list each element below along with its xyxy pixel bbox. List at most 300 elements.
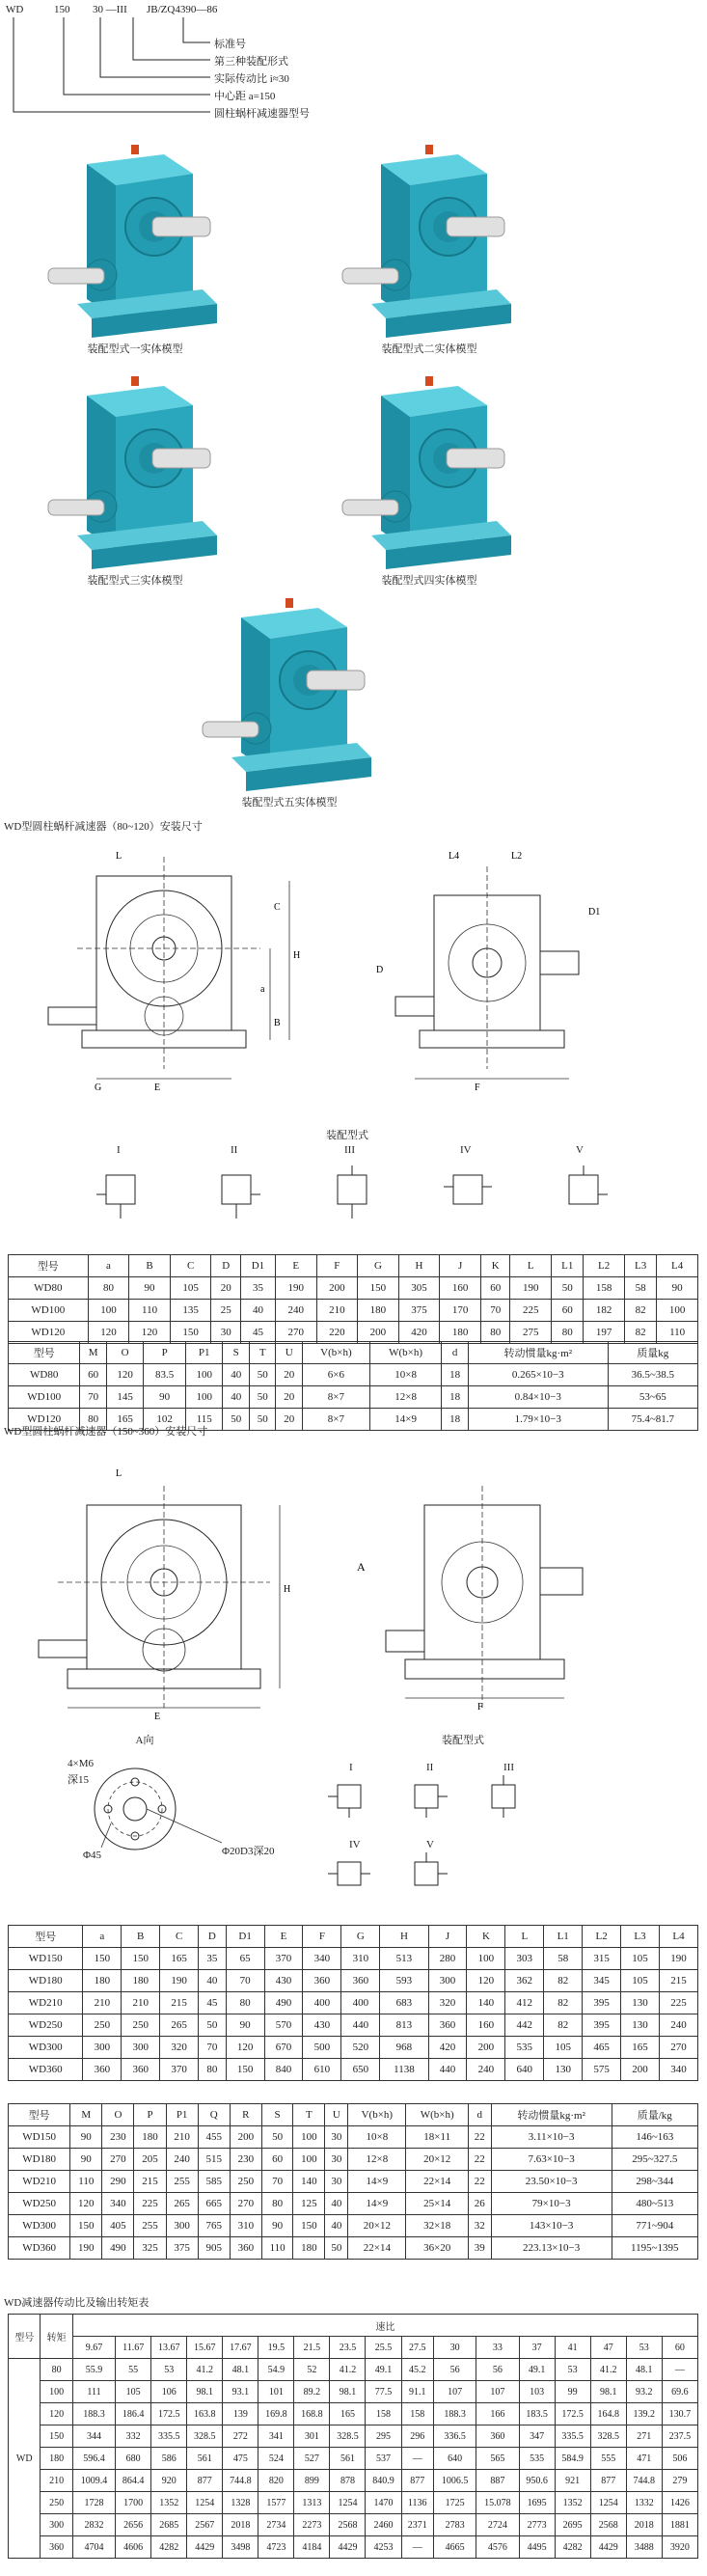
table-cell: 225 xyxy=(134,2193,166,2215)
table-row xyxy=(9,2171,698,2193)
table-cell: L4 xyxy=(659,1926,697,1948)
table-cell: 683 xyxy=(380,1992,428,2014)
svg-text:a: a xyxy=(260,984,265,995)
table-cell: 744.8 xyxy=(626,2470,662,2492)
table-cell: 49.1 xyxy=(366,2359,401,2381)
table-cell: F xyxy=(303,1926,341,1948)
table-cell: F xyxy=(316,1255,358,1277)
table-cell: 3498 xyxy=(223,2536,258,2559)
table-cell: 565 xyxy=(476,2448,519,2470)
table-cell: 139 xyxy=(223,2403,258,2425)
table-cell: 158 xyxy=(366,2403,401,2425)
table-cell: 188.3 xyxy=(72,2403,115,2425)
table-cell: 23.5 xyxy=(330,2337,366,2359)
table-cell: 878 xyxy=(330,2470,366,2492)
table-cell: 296 xyxy=(401,2425,433,2448)
view-a-label: A向 xyxy=(135,1735,154,1746)
table-cell: 105 xyxy=(621,1948,660,1970)
table-cell: 360 xyxy=(476,2425,519,2448)
table-cell: 442 xyxy=(505,2014,544,2037)
table-cell: 98.1 xyxy=(187,2381,223,2403)
table-cell: 质量kg xyxy=(608,1342,697,1364)
table-cell: L1 xyxy=(552,1255,584,1277)
table-cell: 158 xyxy=(584,1277,625,1300)
table-cell: 4429 xyxy=(330,2536,366,2559)
section1-title: WD型圆柱蜗杆减速器（80~120）安装尺寸 xyxy=(4,821,203,833)
table-cell: 90 xyxy=(226,2014,264,2037)
table-cell: 506 xyxy=(662,2448,697,2470)
table-cell: 17.67 xyxy=(223,2337,258,2359)
table-cell: 168.8 xyxy=(294,2403,330,2425)
table-cell: 40 xyxy=(325,2215,348,2237)
table-cell: 质量/kg xyxy=(612,2104,697,2126)
table-cell: 22×14 xyxy=(406,2171,468,2193)
table-cell: 20 xyxy=(211,1277,241,1300)
table-cell: 2568 xyxy=(590,2514,626,2536)
table-cell: 335.5 xyxy=(151,2425,187,2448)
table-cell: 215 xyxy=(659,1970,697,1992)
table-cell: 395 xyxy=(583,1992,621,2014)
table-cell: 561 xyxy=(330,2448,366,2470)
table-cell: 82 xyxy=(544,1970,583,1992)
table-cell: 298~344 xyxy=(612,2171,697,2193)
table-cell: 270 xyxy=(102,2149,134,2171)
table-cell: 3488 xyxy=(626,2536,662,2559)
table-cell: 596.4 xyxy=(72,2448,115,2470)
code-ratio-asm: 30 —III xyxy=(93,4,127,15)
table-row xyxy=(9,1364,698,1386)
table-cell: 转动惯量kg·m² xyxy=(491,2104,612,2126)
table-cell: D xyxy=(199,1926,227,1948)
table-cell: 165 xyxy=(160,1948,199,1970)
table-cell: 41.2 xyxy=(330,2359,366,2381)
table-cell: 240 xyxy=(659,2014,697,2037)
table-cell: WD180 xyxy=(9,1970,83,1992)
table-cell: 180 xyxy=(41,2448,72,2470)
table-cell: 585 xyxy=(198,2171,230,2193)
table-cell: 475 xyxy=(223,2448,258,2470)
gearbox-model-image xyxy=(333,367,526,574)
table-cell: 570 xyxy=(264,2014,303,2037)
section2-title: WD型圆柱蜗杆减速器（150~360）安装尺寸 xyxy=(4,1426,208,1438)
table-cell: 1332 xyxy=(626,2492,662,2514)
table-cell: 90 xyxy=(261,2215,292,2237)
table-cell: 45 xyxy=(199,1992,227,2014)
table-cell: 210 xyxy=(41,2470,72,2492)
table-cell: 2567 xyxy=(187,2514,223,2536)
svg-text:E: E xyxy=(154,1712,161,1722)
table-body xyxy=(9,2315,698,2559)
table-cell: 300 xyxy=(122,2037,160,2059)
table-cell: 146~163 xyxy=(612,2126,697,2149)
table-cell: 8×7 xyxy=(303,1409,370,1431)
table-cell: 340 xyxy=(102,2193,134,2215)
table-cell: 215 xyxy=(134,2171,166,2193)
section3-title: WD减速器传动比及输出转矩表 xyxy=(4,2297,150,2309)
table-cell: 14×9 xyxy=(369,1409,442,1431)
table-cell: — xyxy=(401,2536,433,2559)
table-cell: 1328 xyxy=(223,2492,258,2514)
table-cell: L3 xyxy=(624,1255,656,1277)
table-cell: 255 xyxy=(166,2171,198,2193)
table-cell: 180 xyxy=(440,1322,481,1344)
table-cell: 103 xyxy=(519,2381,555,2403)
table-cell: 25.5 xyxy=(366,2337,401,2359)
table-header-row xyxy=(9,2104,698,2126)
form-label: I xyxy=(117,1144,121,1156)
table-cell: 490 xyxy=(264,1992,303,2014)
table-cell: 36.5~38.5 xyxy=(608,1364,697,1386)
table-row xyxy=(9,2059,698,2081)
table-cell: 4282 xyxy=(555,2536,590,2559)
table-cell: 53 xyxy=(626,2337,662,2359)
table-cell: 90 xyxy=(70,2149,102,2171)
table-row xyxy=(9,2014,698,2037)
table-cell: 150 xyxy=(358,1277,399,1300)
table-cell: 1006.5 xyxy=(433,2470,476,2492)
table-cell: WD80 xyxy=(9,1364,80,1386)
table-cell: 100 xyxy=(186,1364,223,1386)
svg-text:L4: L4 xyxy=(449,851,460,862)
code-model: WD xyxy=(6,4,24,15)
table-cell: 584.9 xyxy=(555,2448,590,2470)
table-cell: WD150 xyxy=(9,2126,70,2149)
table-cell: 80 xyxy=(88,1277,129,1300)
table-cell: 125 xyxy=(293,2193,325,2215)
table-cell: 2832 xyxy=(72,2514,115,2536)
table-cell: R xyxy=(230,2104,261,2126)
table-cell: P1 xyxy=(186,1342,223,1364)
table-header-row xyxy=(9,2315,698,2337)
table-cell: 165 xyxy=(106,1409,143,1431)
table-cell: 1254 xyxy=(330,2492,366,2514)
table-body xyxy=(9,1926,698,2081)
table-cell: 30 xyxy=(211,1322,241,1344)
table-cell: 2273 xyxy=(294,2514,330,2536)
table-cell: 90 xyxy=(657,1277,698,1300)
table-cell: 1313 xyxy=(294,2492,330,2514)
table-cell: 143×10−3 xyxy=(491,2215,612,2237)
table-cell: 60 xyxy=(261,2149,292,2171)
table-cell: 100 xyxy=(293,2126,325,2149)
table-cell: H xyxy=(398,1255,440,1277)
table-cell: 240 xyxy=(166,2149,198,2171)
table-cell: 180 xyxy=(293,2237,325,2260)
table-cell: D1 xyxy=(226,1926,264,1948)
table-cell: 820 xyxy=(258,2470,294,2492)
table-cell: 2018 xyxy=(626,2514,662,2536)
table-cell: 15.67 xyxy=(187,2337,223,2359)
table-cell: 120 xyxy=(41,2403,72,2425)
table-cell: 215 xyxy=(160,1992,199,2014)
table-cell: 347 xyxy=(519,2425,555,2448)
table-cell: 99 xyxy=(555,2381,590,2403)
table-cell: 18×11 xyxy=(406,2126,468,2149)
table-cell: 53~65 xyxy=(608,1386,697,1409)
table-cell: 250 xyxy=(230,2171,261,2193)
table-cell: 25 xyxy=(211,1300,241,1322)
table-cell: 771~904 xyxy=(612,2215,697,2237)
table-cell: 70 xyxy=(226,1970,264,1992)
table-cell: 80 xyxy=(480,1322,510,1344)
table-cell: 158 xyxy=(401,2403,433,2425)
table-cell: 50 xyxy=(249,1409,276,1431)
table-cell: 107 xyxy=(433,2381,476,2403)
table-cell: 22 xyxy=(468,2171,491,2193)
table-cell: 12×8 xyxy=(348,2149,406,2171)
table-cell: U xyxy=(325,2104,348,2126)
table-cell: 515 xyxy=(198,2149,230,2171)
table-cell: 30 xyxy=(433,2337,476,2359)
table-cell: 4723 xyxy=(258,2536,294,2559)
table-cell: 190 xyxy=(510,1277,552,1300)
table-cell: 150 xyxy=(226,2059,264,2081)
table-cell: WD80 xyxy=(9,1277,89,1300)
table-cell: 170 xyxy=(440,1300,481,1322)
table-cell: 22 xyxy=(468,2126,491,2149)
table-cell: 270 xyxy=(230,2193,261,2215)
table-cell: 98.1 xyxy=(590,2381,626,2403)
table-cell: D xyxy=(211,1255,241,1277)
table-row xyxy=(9,2237,698,2260)
table-cell: 0.265×10−3 xyxy=(468,1364,608,1386)
table-cell: 640 xyxy=(505,2059,544,2081)
table-cell: 100 xyxy=(186,1386,223,1409)
table-cell: 4429 xyxy=(590,2536,626,2559)
table-cell: 1470 xyxy=(366,2492,401,2514)
table-cell: W(b×h) xyxy=(369,1342,442,1364)
table-cell: 110 xyxy=(657,1322,698,1344)
form-label: V xyxy=(576,1144,584,1156)
table-cell: 455 xyxy=(198,2126,230,2149)
table-cell: 18 xyxy=(442,1386,469,1409)
table-cell: 83.5 xyxy=(144,1364,186,1386)
table-cell: 172.5 xyxy=(151,2403,187,2425)
table-cell: 20×12 xyxy=(406,2149,468,2171)
table-cell: 4429 xyxy=(187,2536,223,2559)
table-cell: 210 xyxy=(316,1300,358,1322)
table-cell: 80 xyxy=(80,1409,107,1431)
table-cell: 395 xyxy=(583,2014,621,2037)
table-cell: 22 xyxy=(468,2149,491,2171)
table-cell: 205 xyxy=(134,2149,166,2171)
table-cell: 300 xyxy=(83,2037,122,2059)
table-cell: 80 xyxy=(41,2359,72,2381)
table-cell: 89.2 xyxy=(294,2381,330,2403)
table-cell: 58 xyxy=(544,1948,583,1970)
table-cell: 340 xyxy=(303,1948,341,1970)
table-cell: 430 xyxy=(264,1970,303,1992)
table-row xyxy=(9,2425,698,2448)
table-cell: L3 xyxy=(621,1926,660,1948)
table-cell: 12×8 xyxy=(369,1386,442,1409)
table-cell: 56 xyxy=(476,2359,519,2381)
table-cell: 255 xyxy=(134,2215,166,2237)
table-cell: 90 xyxy=(144,1386,186,1409)
table-cell: 25×14 xyxy=(406,2193,468,2215)
table-cell: 4704 xyxy=(72,2536,115,2559)
svg-text:L2: L2 xyxy=(511,851,523,862)
svg-text:F: F xyxy=(477,1702,483,1713)
model-caption: 装配型式四实体模型 xyxy=(381,575,477,587)
table-cell: 237.5 xyxy=(662,2425,697,2448)
table-cell: — xyxy=(401,2448,433,2470)
table-row xyxy=(9,2448,698,2470)
table-row xyxy=(9,2126,698,2149)
table-cell: 型号 xyxy=(9,1342,80,1364)
table-cell: 440 xyxy=(341,2014,380,2037)
table-cell: 1728 xyxy=(72,2492,115,2514)
table-cell: 420 xyxy=(398,1322,440,1344)
form-label: V xyxy=(426,1839,434,1850)
table-cell: 1700 xyxy=(116,2492,151,2514)
table-cell: 864.4 xyxy=(116,2470,151,2492)
form-label: IV xyxy=(349,1839,361,1850)
table-cell: 69.6 xyxy=(662,2381,697,2403)
table-cell: C xyxy=(160,1926,199,1948)
table-cell: 35 xyxy=(241,1277,276,1300)
table-cell: 37 xyxy=(519,2337,555,2359)
table-cell: 300 xyxy=(166,2215,198,2237)
table-cell: 340 xyxy=(659,2059,697,2081)
table-cell: WD100 xyxy=(9,1386,80,1409)
table-cell: 130 xyxy=(621,1992,660,2014)
assembly-form-diagrams xyxy=(87,1146,627,1223)
model-caption: 装配型式一实体模型 xyxy=(87,343,183,355)
table-cell: K xyxy=(480,1255,510,1277)
table-cell: 130 xyxy=(544,2059,583,2081)
table-cell: 52 xyxy=(294,2359,330,2381)
table-cell: 50 xyxy=(249,1364,276,1386)
table-cell: U xyxy=(276,1342,303,1364)
table-cell: 135 xyxy=(170,1300,211,1322)
table-cell: WD360 xyxy=(9,2059,83,2081)
table-cell: 型号 xyxy=(9,2315,41,2359)
table-cell: 41.2 xyxy=(187,2359,223,2381)
table-cell: 10×8 xyxy=(348,2126,406,2149)
table-cell: 301 xyxy=(294,2425,330,2448)
table-cell: 593 xyxy=(380,1970,428,1992)
table-header-row xyxy=(9,1926,698,1948)
table-cell: 163.8 xyxy=(187,2403,223,2425)
table-cell: 4606 xyxy=(116,2536,151,2559)
table-cell: 130.7 xyxy=(662,2403,697,2425)
table-cell: 344 xyxy=(72,2425,115,2448)
table-cell: 1.79×10−3 xyxy=(468,1409,608,1431)
table-cell: 230 xyxy=(102,2126,134,2149)
table-cell: S xyxy=(261,2104,292,2126)
form-label: II xyxy=(231,1144,238,1156)
table-cell: 272 xyxy=(223,2425,258,2448)
table-cell: WD250 xyxy=(9,2014,83,2037)
table-cell: 360 xyxy=(83,2059,122,2081)
legend-item: 第三种装配形式 xyxy=(214,56,288,68)
table-cell: 200 xyxy=(467,2037,505,2059)
table-cell: 型号 xyxy=(9,1255,89,1277)
table-cell: 328.5 xyxy=(590,2425,626,2448)
table-cell: 180 xyxy=(83,1970,122,1992)
table-cell: 111 xyxy=(72,2381,115,2403)
table-cell: 336.5 xyxy=(433,2425,476,2448)
table-cell: 190 xyxy=(160,1970,199,1992)
table-cell: 100 xyxy=(41,2381,72,2403)
table-cell: 1577 xyxy=(258,2492,294,2514)
table-cell: 14×9 xyxy=(348,2171,406,2193)
table-row xyxy=(9,2403,698,2425)
table-cell: P1 xyxy=(166,2104,198,2126)
table-cell: 186.4 xyxy=(116,2403,151,2425)
table-cell: 744.8 xyxy=(223,2470,258,2492)
table-cell: 1195~1395 xyxy=(612,2237,697,2260)
flange-label: Φ45 xyxy=(83,1850,102,1861)
table-cell: T xyxy=(293,2104,325,2126)
table-cell: 90 xyxy=(70,2126,102,2149)
table-header-row xyxy=(9,1255,698,1277)
table-cell: 320 xyxy=(428,1992,467,2014)
table-cell: 328.5 xyxy=(187,2425,223,2448)
table-cell: 360 xyxy=(428,2014,467,2037)
table-cell: 45.2 xyxy=(401,2359,433,2381)
table-cell: 1725 xyxy=(433,2492,476,2514)
table-cell: d xyxy=(442,1342,469,1364)
table-cell: 270 xyxy=(275,1322,316,1344)
table-cell: WD100 xyxy=(9,1300,89,1322)
table-cell: 50 xyxy=(325,2237,348,2260)
table-cell: 48.1 xyxy=(223,2359,258,2381)
table-cell: 586 xyxy=(151,2448,187,2470)
table-cell: Q xyxy=(198,2104,230,2126)
table-cell: L4 xyxy=(657,1255,698,1277)
table-cell: 150 xyxy=(41,2425,72,2448)
table-cell: L1 xyxy=(544,1926,583,1948)
table-cell: 2695 xyxy=(555,2514,590,2536)
table-cell: WD300 xyxy=(9,2037,83,2059)
gearbox-model-image xyxy=(39,135,231,343)
table-cell: 30 xyxy=(325,2126,348,2149)
svg-text:H: H xyxy=(284,1584,291,1595)
table-cell: 41 xyxy=(555,2337,590,2359)
table-cell: 4576 xyxy=(476,2536,519,2559)
table-cell: V(b×h) xyxy=(348,2104,406,2126)
table-cell: 150 xyxy=(293,2215,325,2237)
table-cell: 60 xyxy=(80,1364,107,1386)
table-cell: 250 xyxy=(122,2014,160,2037)
table-cell: M xyxy=(80,1342,107,1364)
table-cell: 19.5 xyxy=(258,2337,294,2359)
table-cell: 1352 xyxy=(151,2492,187,2514)
table-cell: L2 xyxy=(584,1255,625,1277)
table-cell: 899 xyxy=(294,2470,330,2492)
table-cell: 1254 xyxy=(590,2492,626,2514)
table-cell: 150 xyxy=(170,1322,211,1344)
table-cell: 40 xyxy=(241,1300,276,1322)
table-cell: 8×7 xyxy=(303,1386,370,1409)
legend-item: 标准号 xyxy=(214,39,246,50)
table-cell: 120 xyxy=(88,1322,129,1344)
table-cell: 49.1 xyxy=(519,2359,555,2381)
table-cell: 20 xyxy=(276,1386,303,1409)
table-cell: 2685 xyxy=(151,2514,187,2536)
svg-text:H: H xyxy=(293,950,301,961)
table-cell: M xyxy=(70,2104,102,2126)
svg-text:G: G xyxy=(95,1082,102,1093)
table-cell: WD150 xyxy=(9,1948,83,1970)
table-body xyxy=(9,2104,698,2260)
table-cell: 180 xyxy=(134,2126,166,2149)
table-cell: 360 xyxy=(41,2536,72,2559)
table-cell: 310 xyxy=(341,1948,380,1970)
table-cell: 265 xyxy=(160,2014,199,2037)
